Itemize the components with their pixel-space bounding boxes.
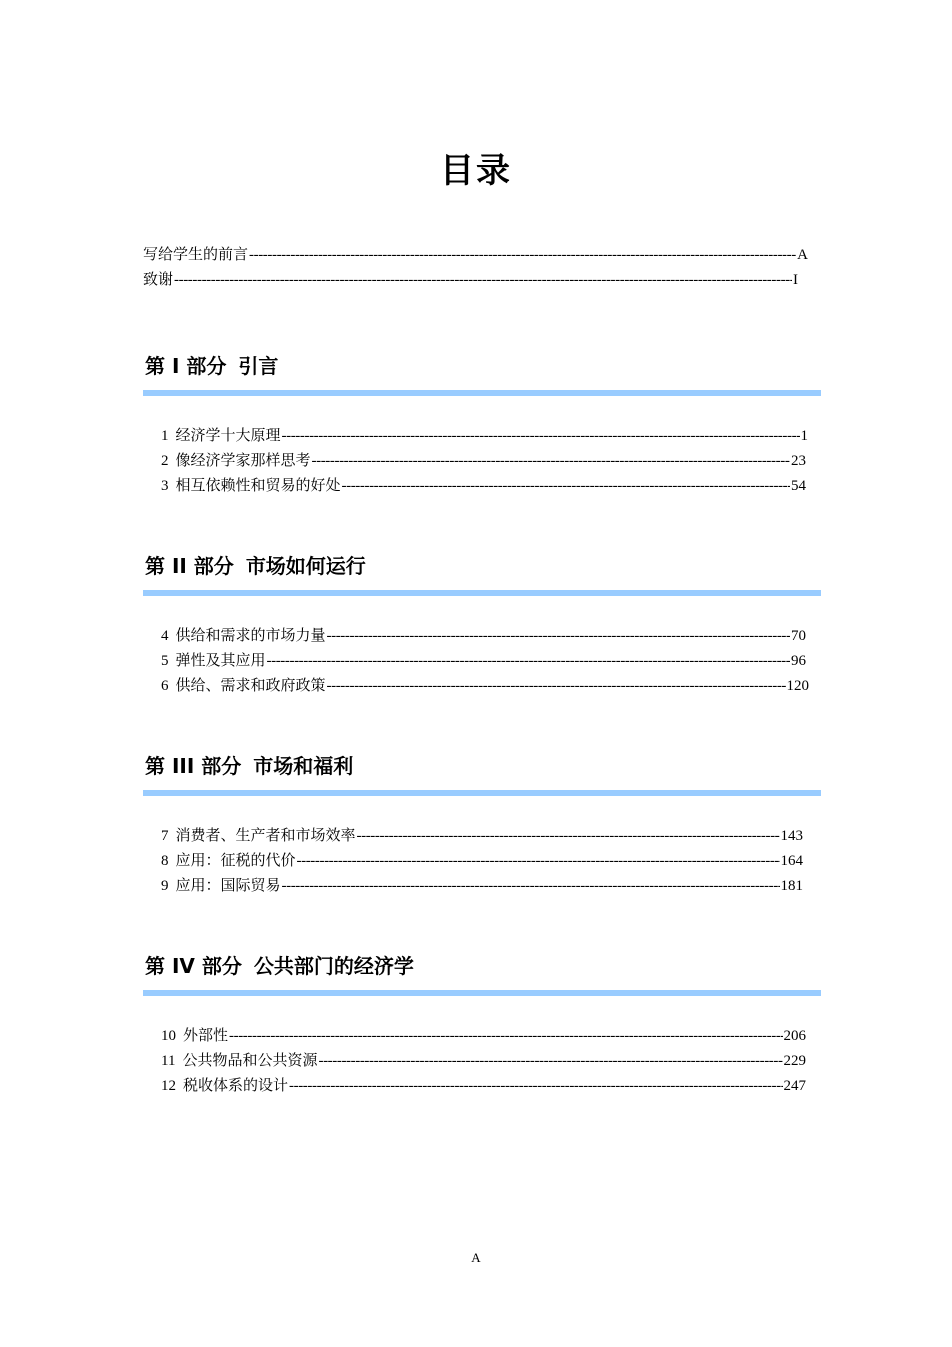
dot-leader bbox=[342, 474, 790, 499]
part-section bbox=[143, 950, 821, 1099]
toc-entry-page: 143 bbox=[780, 828, 803, 844]
toc-entry[interactable] bbox=[161, 424, 808, 449]
toc-entry-page: 120 bbox=[786, 678, 809, 694]
toc-entry-label: 应用：国际贸易 bbox=[175, 878, 281, 894]
toc-entry-label: 相互依赖性和贸易的好处 bbox=[175, 478, 341, 494]
toc-entry[interactable] bbox=[161, 874, 803, 899]
dot-leader bbox=[357, 824, 780, 849]
toc-entry-label: 应用：征税的代价 bbox=[175, 853, 296, 869]
toc-entry[interactable] bbox=[161, 624, 806, 649]
toc-entry-page: 247 bbox=[783, 1078, 806, 1094]
toc-entry-label: 写给学生的前言 bbox=[143, 247, 249, 263]
toc-entry-page: 70 bbox=[791, 628, 806, 644]
chapter-number: 5 bbox=[161, 653, 169, 669]
chapter-number: 4 bbox=[161, 628, 169, 644]
part-section bbox=[143, 350, 821, 499]
toc-entry[interactable] bbox=[161, 449, 806, 474]
toc-entry-label: 税收体系的设计 bbox=[183, 1078, 289, 1094]
toc-entry-label: 弹性及其应用 bbox=[175, 653, 266, 669]
chapter-number: 3 bbox=[161, 478, 169, 494]
part-prefix: 第 II 部分 bbox=[145, 554, 234, 578]
part-heading bbox=[143, 550, 821, 582]
front-matter bbox=[143, 243, 808, 293]
chapter-number: 1 bbox=[161, 428, 169, 444]
toc-entry[interactable] bbox=[143, 268, 798, 293]
toc-entry[interactable] bbox=[161, 1024, 806, 1049]
toc-entry-label: 经济学十大原理 bbox=[175, 428, 281, 444]
part-section bbox=[143, 750, 821, 899]
toc-entry[interactable] bbox=[161, 824, 803, 849]
toc-entry-page: A bbox=[797, 247, 808, 263]
chapter-list bbox=[143, 624, 808, 699]
part-heading bbox=[143, 750, 821, 782]
chapter-number: 7 bbox=[161, 828, 169, 844]
part-heading bbox=[143, 950, 821, 982]
part-name: 公共部门的经济学 bbox=[253, 954, 414, 978]
part-name: 市场如何运行 bbox=[245, 554, 366, 578]
chapter-number: 9 bbox=[161, 878, 169, 894]
part-divider bbox=[143, 390, 821, 396]
chapter-list bbox=[143, 824, 808, 899]
toc-entry-label: 外部性 bbox=[183, 1028, 229, 1044]
toc-entry[interactable] bbox=[161, 674, 809, 699]
toc-entry-label: 致谢 bbox=[143, 272, 174, 288]
toc-entry[interactable] bbox=[143, 243, 808, 268]
toc-entry-label: 像经济学家那样思考 bbox=[175, 453, 311, 469]
toc-entry-label: 公共物品和公共资源 bbox=[182, 1053, 318, 1069]
page-title: 目录 bbox=[440, 151, 512, 191]
chapter-number: 10 bbox=[161, 1028, 176, 1044]
toc-entry-page: 96 bbox=[791, 653, 806, 669]
toc-entry-label: 消费者、生产者和市场效率 bbox=[175, 828, 356, 844]
dot-leader bbox=[327, 624, 790, 649]
dot-leader bbox=[249, 243, 796, 268]
chapter-list bbox=[143, 424, 808, 499]
dot-leader bbox=[174, 268, 792, 293]
part-prefix: 第 I 部分 bbox=[145, 354, 227, 378]
part-heading bbox=[143, 350, 821, 382]
part-divider bbox=[143, 590, 821, 596]
toc-entry[interactable] bbox=[161, 1074, 806, 1099]
dot-leader bbox=[318, 1049, 782, 1074]
part-prefix: 第 IV 部分 bbox=[145, 954, 242, 978]
toc-entry[interactable] bbox=[161, 649, 806, 674]
part-prefix: 第 III 部分 bbox=[145, 754, 242, 778]
dot-leader bbox=[282, 424, 800, 449]
toc-entry-page: 229 bbox=[783, 1053, 806, 1069]
toc-entry[interactable] bbox=[161, 1049, 806, 1074]
page-number: A bbox=[471, 1250, 481, 1265]
chapter-number: 6 bbox=[161, 678, 169, 694]
dot-leader bbox=[312, 449, 790, 474]
dot-leader bbox=[327, 674, 786, 699]
dot-leader bbox=[297, 849, 780, 874]
chapter-number: 12 bbox=[161, 1078, 176, 1094]
toc-entry-page: 1 bbox=[800, 428, 808, 444]
part-divider bbox=[143, 790, 821, 796]
toc-entry-page: 54 bbox=[791, 478, 806, 494]
part-section bbox=[143, 550, 821, 699]
part-name: 引言 bbox=[238, 354, 279, 378]
chapter-number: 8 bbox=[161, 853, 169, 869]
part-name: 市场和福利 bbox=[253, 754, 354, 778]
toc-entry-label: 供给、需求和政府政策 bbox=[175, 678, 326, 694]
chapter-number: 11 bbox=[161, 1053, 176, 1069]
dot-leader bbox=[267, 649, 790, 674]
chapter-number: 2 bbox=[161, 453, 169, 469]
toc-entry[interactable] bbox=[161, 474, 806, 499]
toc-entry-page: 181 bbox=[780, 878, 803, 894]
chapter-list bbox=[143, 1024, 808, 1099]
part-divider bbox=[143, 990, 821, 996]
toc-entry-page: 23 bbox=[791, 453, 806, 469]
toc-entry-page: I bbox=[793, 272, 798, 288]
toc-entry-label: 供给和需求的市场力量 bbox=[175, 628, 326, 644]
toc-entry-page: 206 bbox=[783, 1028, 806, 1044]
dot-leader bbox=[289, 1074, 782, 1099]
toc-entry[interactable] bbox=[161, 849, 803, 874]
toc-entry-page: 164 bbox=[780, 853, 803, 869]
dot-leader bbox=[282, 874, 780, 899]
dot-leader bbox=[229, 1024, 782, 1049]
